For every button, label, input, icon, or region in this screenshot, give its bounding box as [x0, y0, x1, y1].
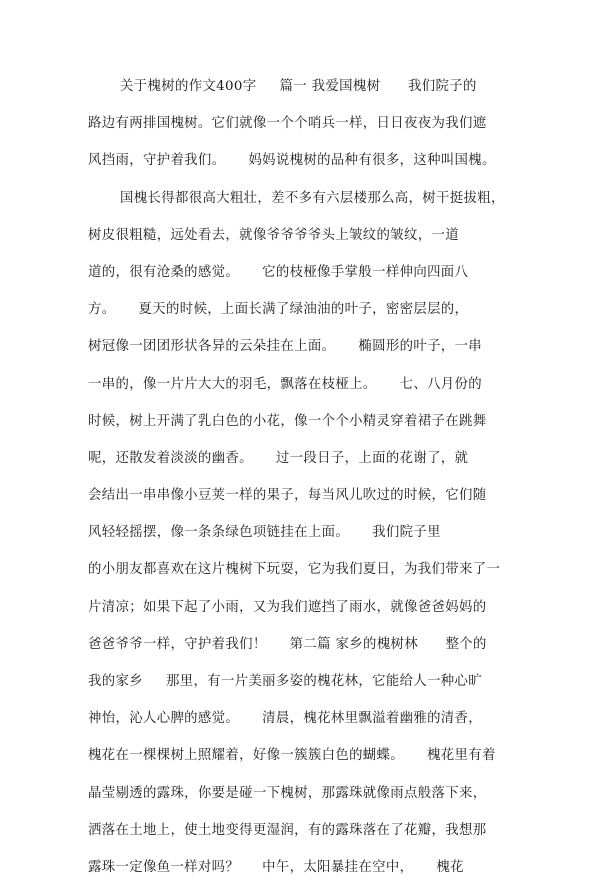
text-line: 神怡，沁人心脾的感觉。 清晨，槐花林里飘溢着幽雅的清香，: [88, 711, 483, 727]
text-line: 会结出一串串像小豆荚一样的果子，每当风儿吹过的时候，它们随: [88, 488, 487, 504]
text-line: 片清凉；如果下起了小雨，又为我们遮挡了雨水，就像爸爸妈妈的: [88, 599, 487, 615]
text-line: 树冠像一团团形状各异的云朵挂在上面。 椭圆形的叶子，一串: [88, 339, 483, 355]
text-line: 国槐长得都很高大粗壮，差不多有六层楼那么高，树干挺拔粗，: [120, 190, 505, 206]
text-line: 树皮很粗糙，远处看去，就像爷爷爷爷头上皱纹的皱纹，一道: [88, 227, 459, 243]
text-line: 路边有两排国槐树。它们就像一个个哨兵一样，日日夜夜为我们遮: [88, 116, 487, 132]
text-line: 的小朋友都喜欢在这片槐树下玩耍，它为我们夏日，为我们带来了一: [88, 562, 501, 578]
text-line: 洒落在土地上，使土地变得更湿润，有的露珠落在了花瓣，我想那: [88, 822, 487, 838]
text-line: 风轻轻摇摆，像一条条绿色项链挂在上面。 我们院子里: [88, 525, 441, 541]
essay-body: [88, 68, 528, 886]
text-line: 露珠一定像鱼一样对吗？ 中午，太阳暴挂在空中， 槐花: [88, 859, 464, 875]
text-line: 呢，还散发着淡淡的幽香。 过一段日子，上面的花谢了，就: [88, 450, 469, 466]
text-line: 槐花在一棵棵树上照耀着，好像一簇簇白色的蝴蝶。 槐花里有着: [88, 748, 496, 764]
text-line: 方。 夏天的时候，上面长满了绿油油的叶子，密密层层的，: [88, 302, 469, 318]
text-line: 我的家乡 那里，有一片美丽多姿的槐花林，它能给人一种心旷: [88, 674, 483, 689]
text-line: 一串的，像一片片大大的羽毛，飘落在枝桠上。 七、八月份的: [88, 376, 483, 392]
text-line: 晶莹剔透的露珠，你要是碰一下槐树，那露珠就像雨点般落下来，: [88, 785, 487, 801]
text-line: 道的，很有沧桑的感觉。 它的枝桠像手掌般一样伸向四面八: [88, 264, 469, 280]
text-line: 风挡雨，守护着我们。 妈妈说槐树的品种有很多，这种叫国槐。: [88, 153, 496, 169]
text-line: 时候，树上开满了乳白色的小花，像一个个小精灵穿着裙子在跳舞: [88, 413, 487, 429]
text-line: 关于槐树的作文400字 篇一 我爱国槐树 我们院子的: [120, 79, 477, 94]
text-line: 爸爸爷爷一样，守护着我们！ 第二篇 家乡的槐树林 整个的: [88, 636, 487, 652]
